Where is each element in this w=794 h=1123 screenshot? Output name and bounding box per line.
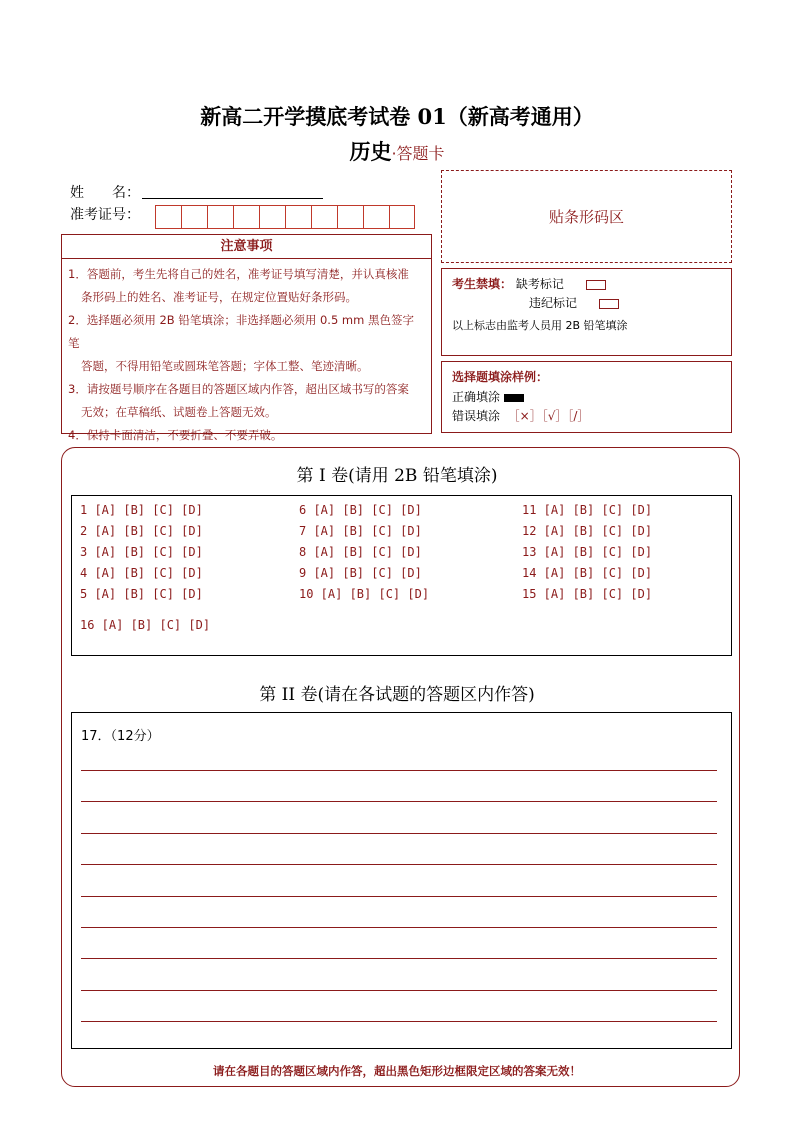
absent-label: 缺考标记 xyxy=(515,277,564,291)
choice-question-8[interactable]: 8 [A] [B] [C] [D] xyxy=(299,545,422,559)
note-2-line-2: 答题，不得用铅笔或圆珠笔答题；字体工整、笔迹清晰。 xyxy=(81,359,369,373)
wrong-fill-label: 错误填涂 xyxy=(452,409,501,423)
answer-line[interactable] xyxy=(81,990,717,991)
id-digit-box[interactable] xyxy=(389,205,415,229)
choice-question-13[interactable]: 13 [A] [B] [C] [D] xyxy=(522,545,653,559)
id-digit-box[interactable] xyxy=(337,205,363,229)
essay-answer-box xyxy=(71,712,732,1049)
note-3-line-2: 无效；在草稿纸、试题卷上答题无效。 xyxy=(81,405,277,419)
choice-question-5[interactable]: 5 [A] [B] [C] [D] xyxy=(80,587,203,601)
page-title: 新高二开学摸底考试卷 01（新高考通用） xyxy=(200,104,594,129)
answer-line[interactable] xyxy=(81,1021,717,1022)
wrong-fill-marks: ［×］［√］［/］ xyxy=(507,409,590,423)
answer-line[interactable] xyxy=(81,801,717,802)
choice-question-12[interactable]: 12 [A] [B] [C] [D] xyxy=(522,524,653,538)
choice-question-7[interactable]: 7 [A] [B] [C] [D] xyxy=(299,524,422,538)
name-field[interactable] xyxy=(142,198,323,199)
subtitle xyxy=(0,136,794,166)
choice-question-14[interactable]: 14 [A] [B] [C] [D] xyxy=(522,566,653,580)
note-1-line-2: 条形码上的姓名、准考证号，在规定位置贴好条形码。 xyxy=(81,290,357,304)
forbidden-note: 以上标志由监考人员用 2B 铅笔填涂 xyxy=(452,319,628,332)
id-number-boxes[interactable] xyxy=(155,205,415,229)
note-1-line-1: 1．答题前，考生先将自己的姓名，准考证号填写清楚，并认真核准 xyxy=(68,267,409,281)
violation-label: 违纪标记 xyxy=(529,296,578,310)
choice-question-11[interactable]: 11 [A] [B] [C] [D] xyxy=(522,503,653,517)
absent-mark-box[interactable] xyxy=(586,280,606,290)
card-label: ·答题卡 xyxy=(391,144,445,163)
footer-warning: 请在各题目的答题区域内作答，超出黑色矩形边框限定区域的答案无效！ xyxy=(213,1064,581,1078)
answer-line[interactable] xyxy=(81,864,717,865)
choice-question-15[interactable]: 15 [A] [B] [C] [D] xyxy=(522,587,653,601)
choice-question-2[interactable]: 2 [A] [B] [C] [D] xyxy=(80,524,203,538)
correct-fill-mark xyxy=(504,394,524,402)
fill-sample-box xyxy=(441,361,732,433)
id-digit-box[interactable] xyxy=(181,205,207,229)
id-digit-box[interactable] xyxy=(207,205,233,229)
forbidden-label: 考生禁填： xyxy=(452,277,513,291)
subject-label: 历史 xyxy=(349,139,392,164)
choice-question-16[interactable]: 16 [A] [B] [C] [D] xyxy=(80,618,211,632)
id-digit-box[interactable] xyxy=(363,205,389,229)
answer-line[interactable] xyxy=(81,896,717,897)
notes-title: 注意事项 xyxy=(61,234,432,259)
section-2-title: 第 II 卷(请在各试题的答题区内作答) xyxy=(259,685,535,705)
note-2-line-1: 2．选择题必须用 2B 铅笔填涂；非选择题必须用 0.5 mm 黑色签字笔 xyxy=(68,313,414,350)
note-3-line-1: 3．请按题号顺序在各题目的答题区域内作答，超出区域书写的答案 xyxy=(68,382,409,396)
id-digit-box[interactable] xyxy=(285,205,311,229)
violation-mark-box[interactable] xyxy=(599,299,619,309)
id-digit-box[interactable] xyxy=(233,205,259,229)
id-digit-box[interactable] xyxy=(311,205,337,229)
barcode-area: 贴条形码区 xyxy=(441,170,732,263)
answer-line[interactable] xyxy=(81,770,717,771)
correct-fill-label: 正确填涂 xyxy=(452,390,501,404)
choice-question-9[interactable]: 9 [A] [B] [C] [D] xyxy=(299,566,422,580)
notes-box xyxy=(61,258,432,442)
fill-sample-title: 选择题填涂样例： xyxy=(452,370,549,384)
id-digit-box[interactable] xyxy=(155,205,181,229)
id-digit-box[interactable] xyxy=(259,205,285,229)
section-1-title: 第 I 卷(请用 2B 铅笔填涂) xyxy=(296,466,498,486)
choice-question-1[interactable]: 1 [A] [B] [C] [D] xyxy=(80,503,203,517)
forbidden-box xyxy=(441,268,732,356)
answer-line[interactable] xyxy=(81,833,717,834)
note-4-line-1: 4．保持卡面清洁，不要折叠、不要弄破。 xyxy=(68,428,283,442)
answer-line[interactable] xyxy=(81,958,717,959)
id-label: 准考证号： xyxy=(70,207,140,223)
question-17-label: 17．（12分） xyxy=(81,729,160,744)
answer-line[interactable] xyxy=(81,927,717,928)
choice-question-3[interactable]: 3 [A] [B] [C] [D] xyxy=(80,545,203,559)
choice-question-4[interactable]: 4 [A] [B] [C] [D] xyxy=(80,566,203,580)
choice-question-10[interactable]: 10 [A] [B] [C] [D] xyxy=(299,587,430,601)
name-label: 姓 名： xyxy=(70,185,140,201)
choice-question-6[interactable]: 6 [A] [B] [C] [D] xyxy=(299,503,422,517)
